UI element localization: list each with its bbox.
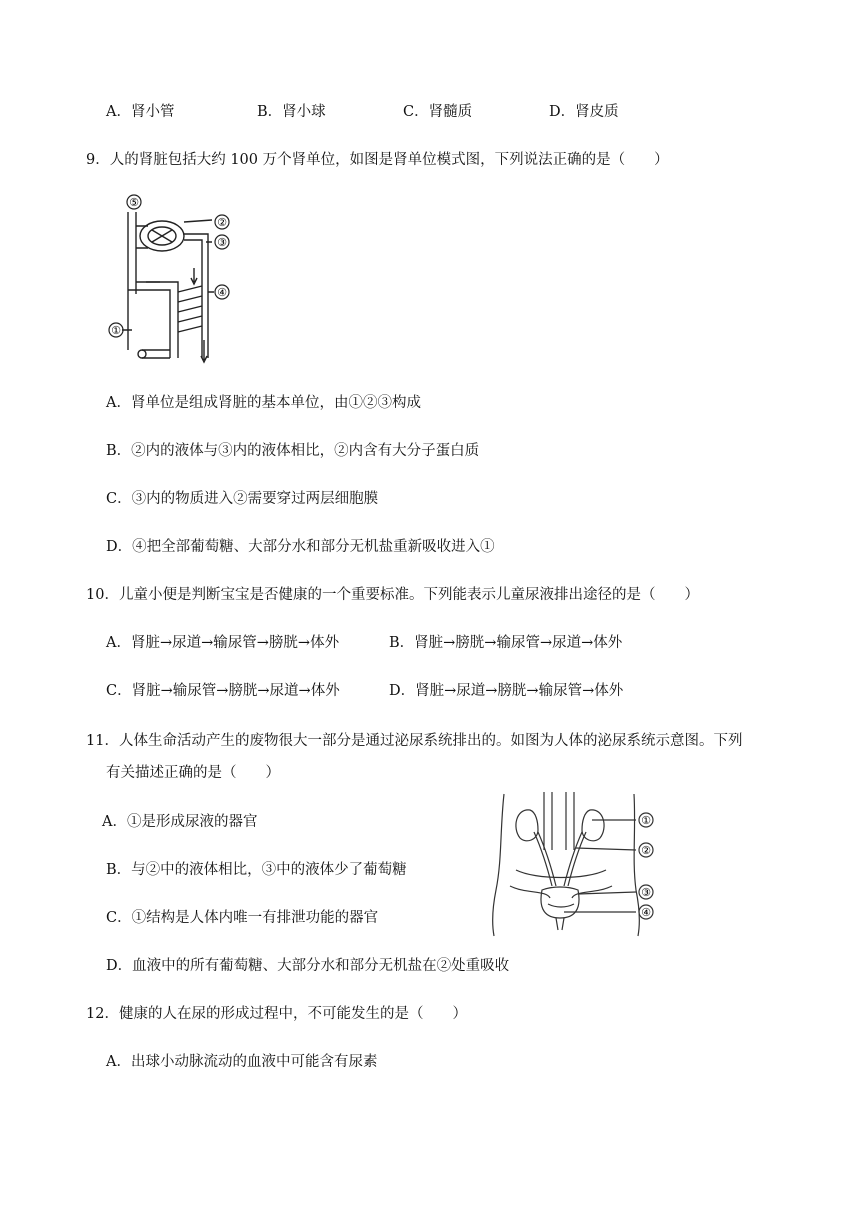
- nephron-diagram: [108, 190, 248, 370]
- q10-option-b: B．肾脏→膀胱→输尿管→尿道→体外: [389, 635, 623, 651]
- q8-option-a: A．肾小管: [106, 104, 175, 120]
- q11-stem-line1: 11．人体生命活动产生的废物很大一部分是通过泌尿系统排出的。如图为人体的泌尿系统示意图。下列: [86, 733, 743, 749]
- urinary-label-1: ①: [641, 814, 651, 827]
- q10-option-d: D．肾脏→尿道→膀胱→输尿管→体外: [389, 683, 624, 699]
- q10-option-a: A．肾脏→尿道→输尿管→膀胱→体外: [106, 635, 340, 651]
- q11-option-a: A．①是形成尿液的器官: [102, 814, 258, 830]
- urinary-label-4: ④: [641, 906, 651, 919]
- q10-stem: 10．儿童小便是判断宝宝是否健康的一个重要标准。下列能表示儿童尿液排出途径的是（ ）: [86, 587, 699, 603]
- urinary-system-diagram: [486, 790, 666, 940]
- nephron-label-2: ②: [217, 216, 227, 229]
- q9-option-a: A．肾单位是组成肾脏的基本单位，由①②③构成: [106, 395, 421, 411]
- urinary-label-2: ②: [641, 844, 651, 857]
- q11-option-b: B．与②中的液体相比，③中的液体少了葡萄糖: [106, 862, 407, 878]
- q9-option-b: B．②内的液体与③内的液体相比，②内含有大分子蛋白质: [106, 443, 480, 459]
- q9-option-d: D．④把全部葡萄糖、大部分水和部分无机盐重新吸收进入①: [106, 539, 495, 555]
- q10-option-c: C．肾脏→输尿管→膀胱→尿道→体外: [106, 683, 340, 699]
- q11-option-d: D．血液中的所有葡萄糖、大部分水和部分无机盐在②处重吸收: [106, 958, 510, 974]
- q12-option-a: A．出球小动脉流动的血液中可能含有尿素: [106, 1054, 378, 1070]
- q8-option-d: D．肾皮质: [549, 104, 619, 120]
- q9-stem: 9．人的肾脏包括大约 100 万个肾单位，如图是肾单位模式图，下列说法正确的是（ ）: [86, 152, 669, 168]
- q8-option-b: B．肾小球: [257, 104, 326, 120]
- nephron-label-3: ③: [217, 236, 227, 249]
- q8-option-c: C．肾髓质: [403, 104, 473, 120]
- q9-option-c: C．③内的物质进入②需要穿过两层细胞膜: [106, 491, 379, 507]
- nephron-label-4: ④: [217, 286, 227, 299]
- q12-stem: 12．健康的人在尿的形成过程中，不可能发生的是（ ）: [86, 1006, 467, 1022]
- q11-stem-line2: 有关描述正确的是（ ）: [106, 765, 280, 781]
- q11-option-c: C．①结构是人体内唯一有排泄功能的器官: [106, 910, 379, 926]
- urinary-label-3: ③: [641, 886, 651, 899]
- nephron-label-1: ①: [111, 324, 121, 337]
- nephron-label-5: ⑤: [129, 196, 139, 209]
